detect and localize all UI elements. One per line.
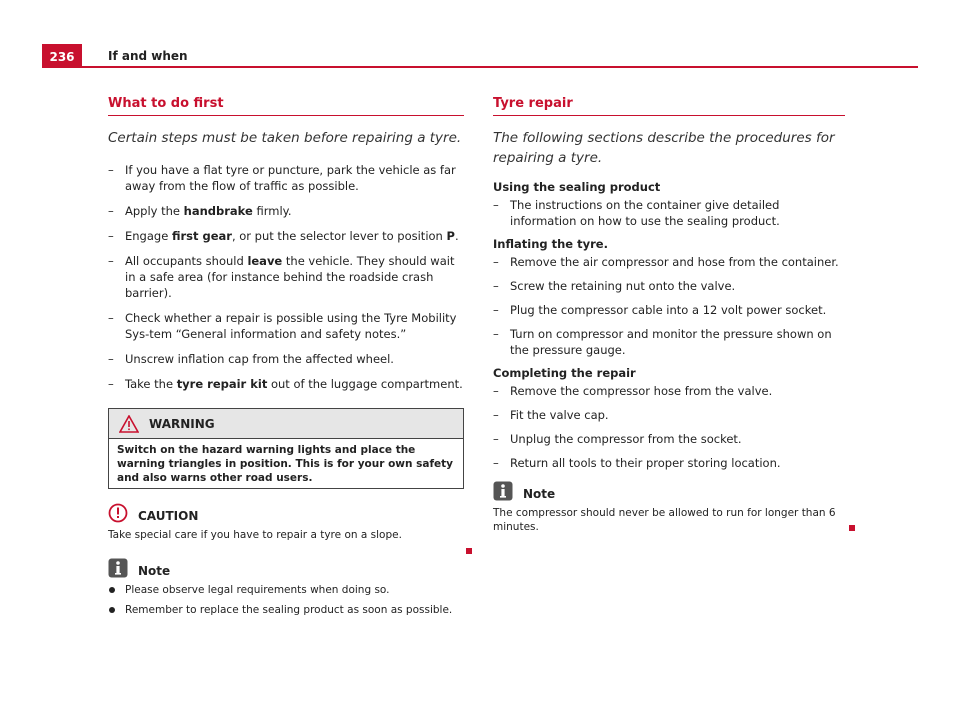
- header-rule: [42, 66, 918, 68]
- note-block: [493, 481, 845, 534]
- procedure-group: [493, 237, 845, 358]
- chapter-title: If and when: [108, 49, 188, 63]
- warning-text: Switch on the hazard warning lights and place the warning triangles in position. This is for your own safety and also warns other road users.: [117, 444, 454, 484]
- procedure-group: [493, 180, 845, 229]
- step-item: – Take the tyre repair kit out of the luggage compartment.: [108, 377, 463, 391]
- procedure-heading: Inflating the tyre.: [493, 237, 608, 251]
- step-item: – Remove the compressor hose from the valve.: [493, 384, 773, 398]
- note-block: [108, 558, 464, 617]
- step-item: – If you have a flat tyre or puncture, park the vehicle as far away from the flow of traffic as possible.: [108, 163, 456, 193]
- caution-header: [108, 503, 464, 523]
- step-item: – Plug the compressor cable into a 12 volt power socket.: [493, 303, 827, 317]
- step-item: – The instructions on the container give detailed information on how to use the sealing product.: [493, 198, 780, 228]
- step-list: [108, 162, 464, 392]
- note-header: [493, 481, 845, 501]
- section-title-tyre-repair: Tyre repair: [493, 96, 845, 116]
- note-bullet-list: [108, 583, 464, 617]
- note-label: Note: [138, 564, 171, 578]
- warning-triangle-icon: [119, 415, 139, 433]
- step-list: [493, 254, 845, 358]
- step-item: – Unplug the compressor from the socket.: [493, 432, 742, 446]
- right-column: [493, 96, 845, 534]
- note-label: Note: [523, 487, 556, 501]
- step-item: – Fit the valve cap.: [493, 408, 609, 422]
- step-item: – Apply the handbrake firmly.: [108, 204, 292, 218]
- section-end-marker: [466, 548, 472, 554]
- caution-label: CAUTION: [138, 509, 199, 523]
- step-list: [493, 197, 845, 229]
- section-end-marker: [849, 525, 855, 531]
- step-item: – All occupants should leave the vehicle. They should wait in a safe area (for instance behind the roadside crash barrier).: [108, 254, 455, 300]
- step-item: – Check whether a repair is possible using the Tyre Mobility Sys-tem “General information and safety notes.”: [108, 311, 457, 341]
- left-column: [108, 96, 464, 623]
- step-item: – Turn on compressor and monitor the pressure shown on the pressure gauge.: [493, 327, 832, 357]
- info-note-icon: [108, 558, 128, 578]
- step-item: – Engage first gear, or put the selector lever to position P.: [108, 229, 459, 243]
- procedure-group: [493, 366, 845, 471]
- note-header: [108, 558, 464, 578]
- caution-block: [108, 503, 464, 542]
- step-item: – Unscrew inflation cap from the affected wheel.: [108, 352, 394, 366]
- procedure-heading: Using the sealing product: [493, 180, 661, 194]
- procedure-heading: Completing the repair: [493, 366, 636, 380]
- section-intro: The following sections describe the procedures for repairing a tyre.: [493, 130, 835, 166]
- caution-text: Take special care if you have to repair a tyre on a slope.: [108, 529, 402, 541]
- caution-exclamation-icon: [108, 503, 128, 523]
- note-text: The compressor should never be allowed to run for longer than 6 minutes.: [493, 507, 836, 533]
- warning-box: [108, 408, 464, 489]
- step-item: – Remove the air compressor and hose from the container.: [493, 255, 839, 269]
- section-intro: Certain steps must be taken before repairing a tyre.: [108, 130, 462, 146]
- section-title-what-to-do-first: What to do first: [108, 96, 464, 116]
- step-list: [493, 383, 845, 471]
- note-bullet-item: Remember to replace the sealing product as soon as possible.: [108, 603, 464, 617]
- step-item: – Return all tools to their proper storing location.: [493, 456, 781, 470]
- warning-header: [109, 409, 463, 439]
- warning-label: WARNING: [149, 416, 215, 431]
- info-note-icon: [493, 481, 513, 501]
- note-bullet-item: Please observe legal requirements when doing so.: [108, 583, 464, 597]
- page-number: 236: [42, 44, 82, 68]
- step-item: – Screw the retaining nut onto the valve.: [493, 279, 736, 293]
